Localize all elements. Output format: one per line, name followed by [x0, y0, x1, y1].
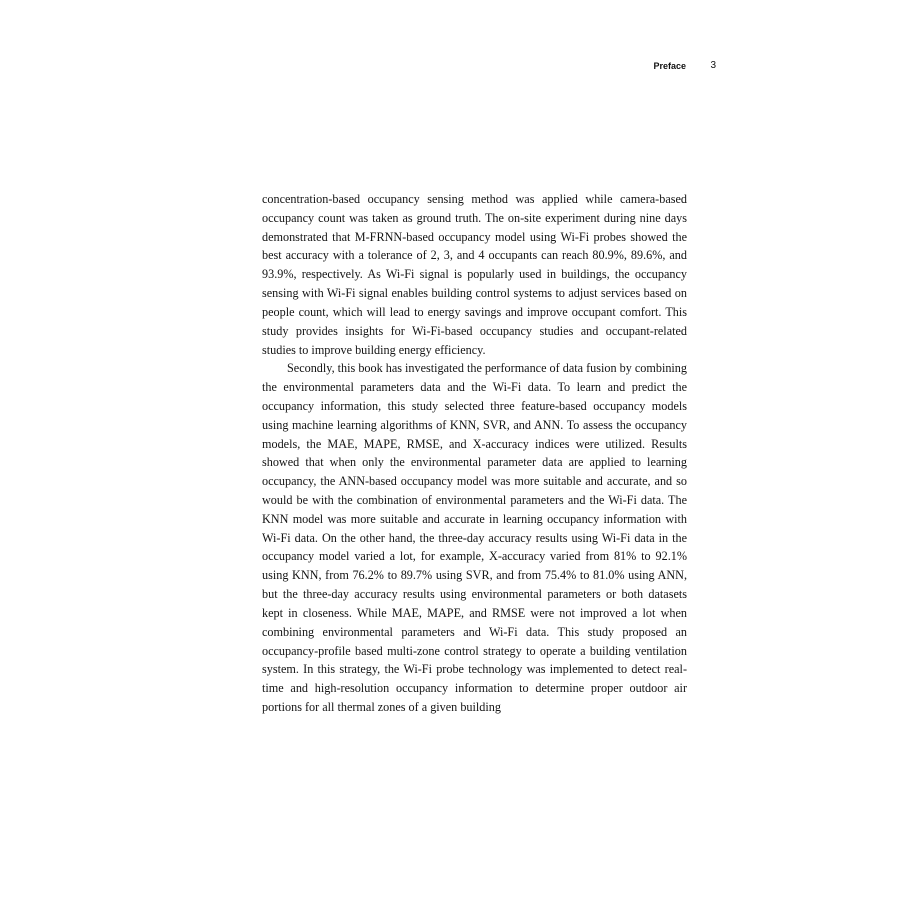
running-header — [600, 59, 716, 75]
paragraph-continued: concentration-based occupancy sensing method was applied while camera-based occupancy count was taken as ground truth. The on-site experiment during nine days demonstrated that M-FRNN-based occupancy model using Wi-Fi probes showed the best accuracy with a tolerance of 2, 3, and 4 occupants can reach 80.9%, 89.6%, and 93.9%, respectively. As Wi-Fi signal is popularly used in buildings, the occupancy sensing with Wi-Fi signal enables building control systems to adjust services based on people count, which will lead to energy savings and improve occupant comfort. This study provides insights for Wi-Fi-based occupancy studies and occupant-related studies to improve building energy efficiency. — [262, 192, 687, 357]
paragraph-secondly: Secondly, this book has investigated the performance of data fusion by combining the environmental parameters data and the Wi-Fi data. To learn and predict the occupancy information, this study selected three feature-based occupancy models using machine learning algorithms of KNN, SVR, and ANN. To assess the occupancy models, the MAE, MAPE, RMSE, and X-accuracy indices were utilized. Results showed that when only the environmental parameter data are applied to learning occupancy, the ANN-based occupancy model was more suitable and accurate, and so would be with the combination of environmental parameters and the Wi-Fi data. The KNN model was more suitable and accurate in learning occupancy information with Wi-Fi data. On the other hand, the three-day accuracy results using Wi-Fi data in the occupancy model varied a lot, for example, X-accuracy varied from 81% to 92.1% using KNN, from 76.2% to 89.7% using SVR, and from 75.4% to 81.0% using ANN, but the three-day accuracy results using environmental parameters or both datasets kept in closeness. While MAE, MAPE, and RMSE were not improved a lot when combining environmental parameters and Wi-Fi data. This study proposed an occupancy-profile based multi-zone control strategy to operate a building ventilation system. In this strategy, the Wi-Fi probe technology was implemented to detect real-time and high-resolution occupancy information to determine proper outdoor air portions for all thermal zones of a given building — [262, 361, 687, 714]
body-text — [262, 190, 687, 717]
running-header-section-title: Preface — [653, 61, 686, 71]
page-number: 3 — [710, 60, 716, 71]
